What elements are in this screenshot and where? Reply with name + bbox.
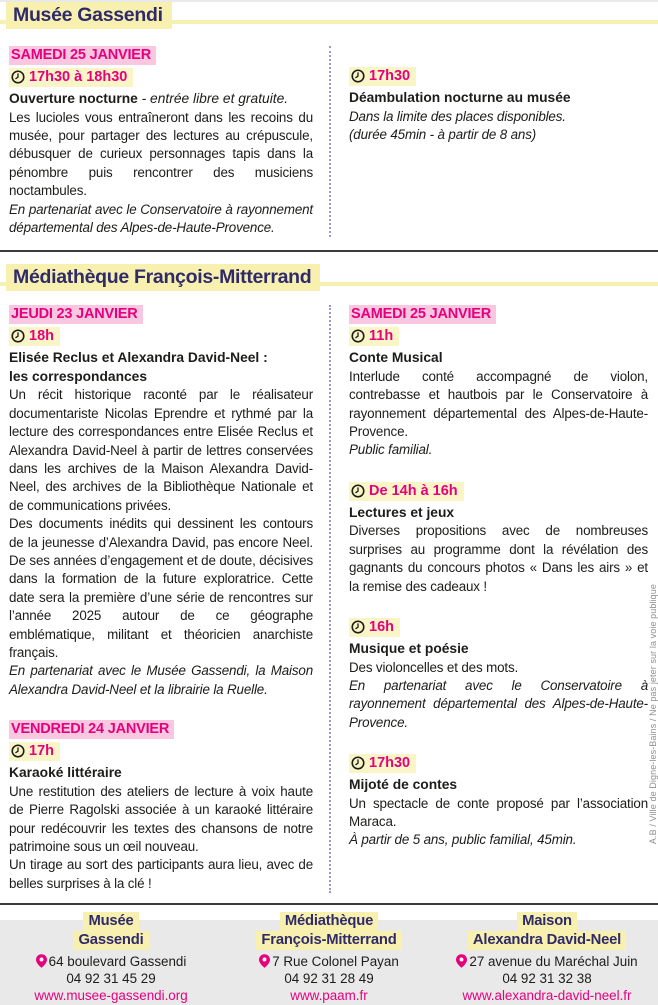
venue-website-link[interactable]: www.musee-gassendi.org [34,988,188,1004]
clock-icon [351,69,365,83]
event-time: 18h [29,328,54,345]
event-time-row [349,618,648,639]
clock-icon [351,484,365,498]
event-conte-musical [349,305,648,460]
event-description: Des violoncelles et des mots. [349,659,519,675]
event-karaoke-litteraire [9,720,313,893]
event-title: Mijoté de contes [349,777,458,793]
section-divider [0,250,658,252]
event-description: Un tirage au sort des participants aura lieu, avec de belles surprises à la clé ! [9,857,313,891]
event-time-chip [349,754,416,773]
event-title: Elisée Reclus et Alexandra David-Neel : les correspondances [9,350,268,384]
section-musee-columns [0,46,658,237]
event-title: Lectures et jeux [349,504,455,520]
event-ouverture-nocturne [9,46,313,237]
event-time-row [9,742,313,763]
clock-icon [351,620,365,634]
event-time: 16h [369,619,394,635]
venue-address-row [220,953,438,970]
section-header-musee-gassendi [0,2,658,29]
venue-name-line2: Gassendi [73,931,148,950]
event-title: Conte Musical [349,350,443,366]
venue-phone: 04 92 31 28 49 [284,971,374,987]
event-time-chip [349,67,416,86]
event-elisee-reclus [9,305,313,699]
event-description: Une restitution des ateliers de lecture à voix haute de Pierre Ragolski associée à un karaoké littéraire pour redécouvrir les textes des chansons de notre patrimoine sous un œil nouveau. [9,783,313,854]
event-musique-et-poesie [349,618,648,732]
event-time: 17h30 [369,68,411,84]
event-time: 11h [369,328,394,345]
event-description: Un récit historique raconté par le réalisateur documentariste Nicolas Eprendre et rythmé par la lecture des correspondances entre Elisée Reclus et Alexandra David-Neel à partir de lettres conservées dans les archives de la Maison Alexandra David-Neel, des archives de la Bibliothèque Nationale et de communications privées. [9,387,313,513]
venue-name-line1: Musée [83,912,138,931]
location-pin-icon [456,954,469,969]
event-time-chip [9,742,60,761]
column-right [329,46,652,237]
column-left [6,46,329,237]
location-pin-icon [259,954,272,969]
event-time-row [349,754,648,775]
venue-address: 27 avenue du Maréchal Juin [469,954,638,970]
clock-icon [11,744,25,758]
event-audience-note: Public familial. [349,442,433,458]
venue-phone: 04 92 31 45 29 [66,971,156,987]
clock-icon [11,329,25,343]
event-date: SAMEDI 25 JANVIER [9,46,156,65]
event-time-row [9,327,313,348]
event-title: Karaoké littéraire [9,765,122,781]
venue-maison-alexandra-david-neel [438,912,656,1005]
venue-name-line1: Maison [517,912,577,931]
event-time-row [9,68,313,89]
venue-name-line2: François-Mitterrand [256,931,401,950]
venue-website-link[interactable]: www.paam.fr [290,988,368,1004]
location-pin-icon [36,954,49,969]
event-description: Diverses propositions avec de nombreuses surprises au programme dont la révélation des gagnants du concours photos « Dans les airs » et la remise des cadeaux ! [349,523,648,594]
venue-phone: 04 92 31 32 38 [502,971,592,987]
event-time-chip [349,482,464,501]
event-title: Musique et poésie [349,641,469,656]
event-time: De 14h à 16h [369,482,458,499]
event-note: (durée 45min - à partir de 8 ans) [349,126,537,142]
event-title-note: - entrée libre et gratuite. [137,91,289,106]
event-audience-note: À partir de 5 ans, public familial, 45min. [349,832,577,848]
venue-name-line2: Alexandra David-Neel [468,931,626,950]
event-time-row [349,482,648,503]
event-description: Des documents inédits qui dessinent les contours de la jeunesse d’Alexandra David, pas encore Neel. De ses années d’engagement et de doute, décisives dans la formation de la future exploratrice. Cette date sera la première d’une série de rencontres sur l’année 2025 autour de ce géographe emblématique, militant et théoricien anarchiste français. [9,516,313,661]
column-right [329,305,652,893]
event-partnership-note: En partenariat avec le Conservatoire à rayonnement départemental des Alpes-de-Haute-Provence. [9,201,313,235]
event-deambulation-nocturne [349,67,648,144]
column-left [6,305,329,893]
footer-contacts [0,905,658,1005]
event-time-chip [9,68,133,87]
venue-address: 64 boulevard Gassendi [48,954,187,970]
clock-icon [351,329,365,343]
event-description: Un spectacle de conte proposé par l’association Maraca. [349,795,648,830]
venue-mediatheque [220,912,438,1005]
event-partnership-note: En partenariat avec le Musée Gassendi, la Maison Alexandra David-Neel et la librairie la Ruelle. [9,663,313,697]
clock-icon [11,70,25,84]
event-note: Dans la limite des places disponibles. [349,108,566,124]
event-description: Les lucioles vous entraîneront dans les recoins du musée, pour partager des lectures au crépuscule, débusquer de curieux personnages tapis dans la pénombre puis rencontrer des musiciens noctambules. [9,109,313,199]
event-lectures-et-jeux [349,482,648,596]
venue-address-row [438,953,656,970]
venue-musee-gassendi [2,912,220,1005]
flyer-page [0,2,658,1004]
section-title: Médiathèque François-Mitterrand [6,264,320,291]
event-title: Ouverture nocturne - entrée libre et gratuite. [9,91,289,106]
event-description: Interlude conté accompagné de violon, contrebasse et hautbois par le Conservatoire à rayonnement départemental des Alpes-de-Haute-Provence. [349,368,648,440]
event-mijote-de-contes [349,754,648,850]
section-header-mediatheque [0,264,658,291]
event-date: SAMEDI 25 JANVIER [349,305,496,324]
event-time-row [349,67,648,88]
event-title: Déambulation nocturne au musée [349,90,571,105]
section-title: Musée Gassendi [6,2,172,29]
venue-name-line1: Médiathèque [280,912,378,931]
event-date: VENDREDI 24 JANVIER [9,720,174,739]
event-time: 17h [29,743,54,760]
section-mediatheque-columns [0,305,658,893]
event-time-row [349,327,648,348]
event-time-chip [349,618,400,637]
print-credit-vertical: A.B / Ville de Digne-les-Bains / Ne pas jeter sur la voie publique [648,583,658,844]
event-time: 17h30 à 18h30 [29,69,128,85]
event-time-chip [9,327,60,346]
event-date: JEUDI 23 JANVIER [9,305,143,324]
venue-address: 7 Rue Colonel Payan [272,954,399,970]
clock-icon [351,756,365,770]
event-time: 17h30 [369,755,411,772]
event-time-chip [349,327,399,346]
venue-address-row [2,953,220,970]
venue-website-link[interactable]: www.alexandra-david-neel.fr [462,988,632,1004]
event-partnership-note: En partenariat avec le Conservatoire à rayonnement départemental des Alpes-de-Haute-Provence. [349,677,648,730]
